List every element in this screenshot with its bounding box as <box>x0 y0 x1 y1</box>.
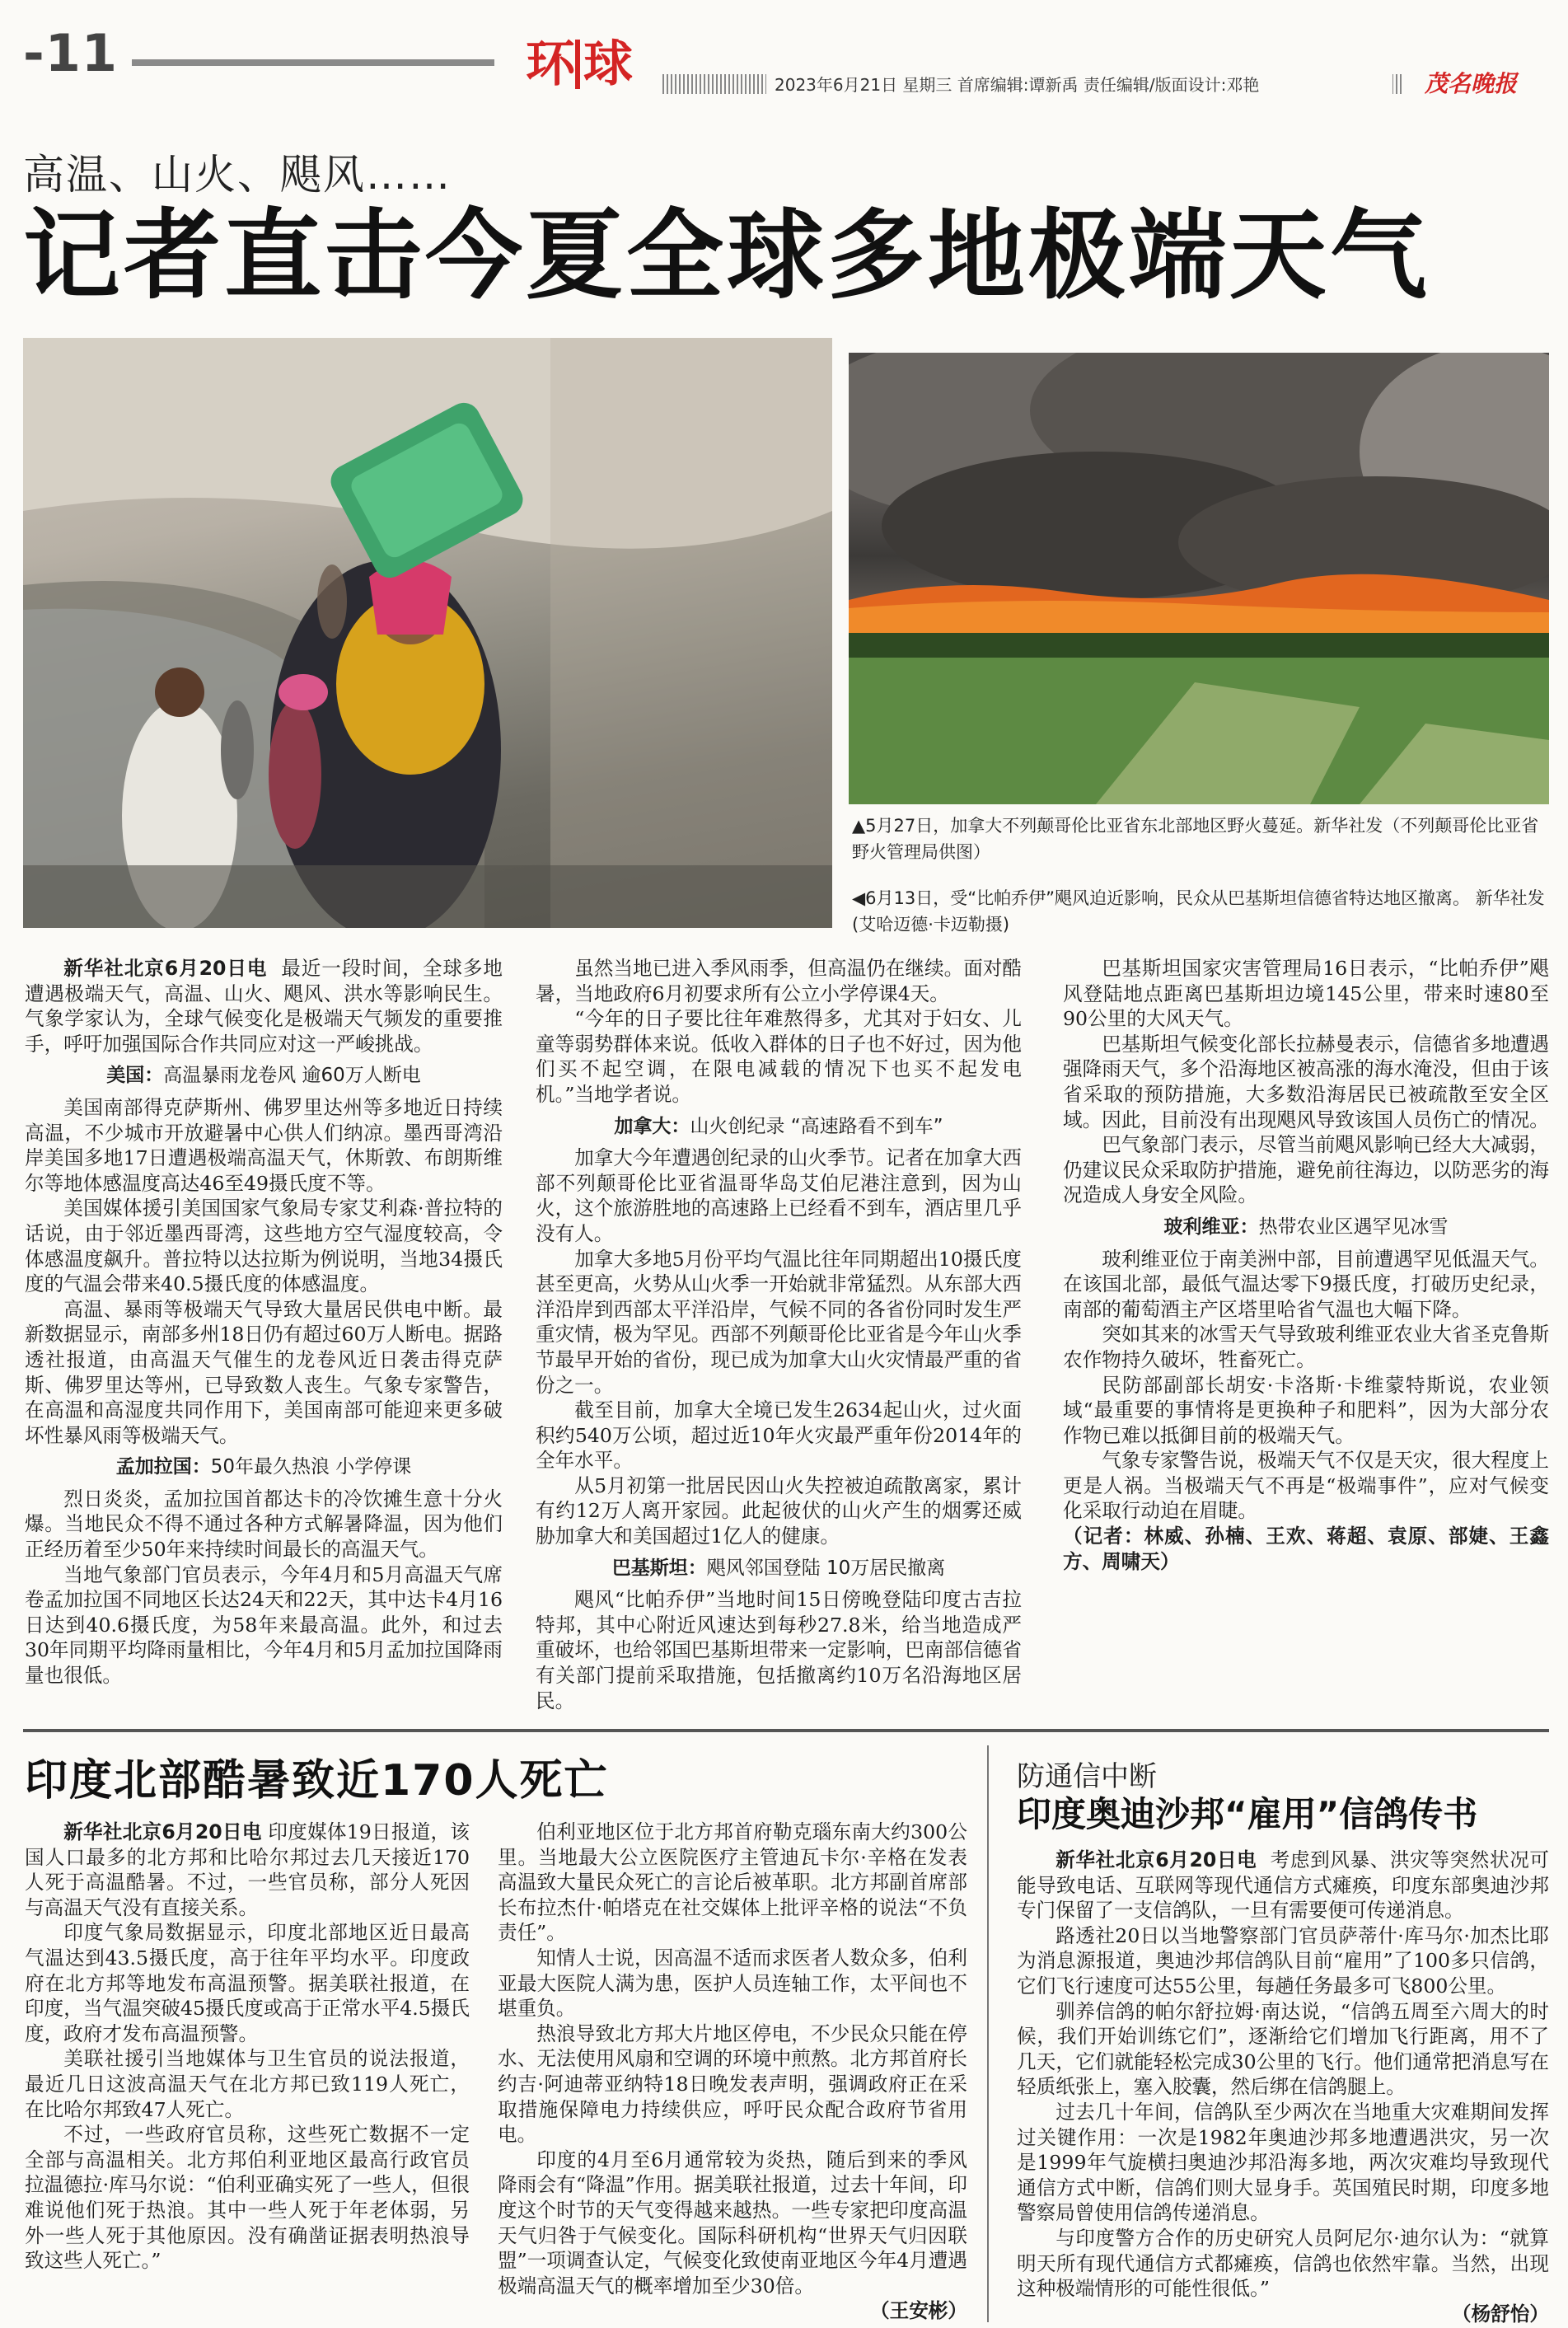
india-dateline: 新华社北京6月20日电 <box>63 1820 262 1843</box>
paragraph: 过去几十年间，信鸽队至少两次在当地重大灾难期间发挥过关键作用：一次是1982年奥迪沙邦多地遭遇洪灾，另一次是1999年气旋横扫奥迪沙邦沿海多地，两次灾难均导致现代通信方式中断，信鸽们则大显身手。英国殖民时期，印度多地警察局曾使用信鸽传递消息。 <box>1017 2100 1549 2225</box>
paragraph: 巴基斯坦国家灾害管理局16日表示，“比帕乔伊”飓风登陆地点距离巴基斯坦边境145公里，带来时速80至90公里的大风天气。 <box>1063 957 1549 1031</box>
paragraph: 与印度警方合作的历史研究人员阿尼尔·迪尔认为：“就算明天所有现代通信方式都瘫痪，信鸽也依然牢靠。当然，出现这种极端情形的可能性很低。” <box>1017 2226 1549 2301</box>
paragraph: 新华社北京6月20日电 印度媒体19日报道，该国人口最多的北方邦和比哈尔邦过去几天接近170人死于高温酷暑。不过，一些官员称，部分人死因与高温天气没有直接关系。 <box>25 1820 470 1919</box>
paragraph: 飓风“比帕乔伊”当地时间15日傍晚登陆印度古吉拉特邦，其中心附近风速达到每秒27.8米，给当地造成严重破坏，也给邻国巴基斯坦带来一定影响，巴南部信德省有关部门提前采取措施，包括撤离约10万名沿海地区居民。 <box>536 1588 1022 1712</box>
wildfire-photo-caption: ▲5月27日，加拿大不列颠哥伦比亚省东北部地区野火蔓延。新华社发（不列颠哥伦比亚省野火管理局供图） <box>852 816 1539 862</box>
evacuation-photo-caption: ◀6月13日，受“比帕乔伊”飓风迫近影响，民众从巴基斯坦信德省特达地区撤离。 新华社发(艾哈迈德·卡迈勒摄) <box>852 888 1545 934</box>
column-divider <box>987 1745 989 2322</box>
page-number: -11 <box>23 23 119 83</box>
paragraph: 从5月初第一批居民因山火失控被迫疏散离家，累计有约12万人离开家园。此起彼伏的山火产生的烟雾还威胁加拿大和美国超过1亿人的健康。 <box>536 1473 1022 1548</box>
paragraph: 路透社20日以当地警察部门官员萨蒂什·库马尔·加杰比耶为消息源报道，奥迪沙邦信鸽队目前“雇用”了100多只信鸽，它们飞行速度可达55公里，每趟任务最多可飞800公里。 <box>1017 1923 1549 1998</box>
paragraph: 巴基斯坦气候变化部长拉赫曼表示，信德省多地遭遇强降雨天气，多个沿海地区被高涨的海水淹没，但由于该省采取的预防措施，大多数沿海居民已被疏散至安全区域。因此，目前没有出现飓风导致该国人员伤亡的情况。 <box>1063 1032 1549 1131</box>
paragraph: 印度气象局数据显示，印度北部地区近日最高气温达到43.5摄氏度，高于往年平均水平。印度政府在北方邦等地发布高温预警。据美联社报道，在印度，当气温突破45摄氏度或高于正常水平4.5摄氏度，政府才发布高温预警。 <box>25 1921 470 2045</box>
paragraph: 美国南部得克萨斯州、佛罗里达州等多地近日持续高温，不少城市开放避暑中心供人们纳凉。墨西哥湾沿岸美国多地17日遭遇极端高温天气，休斯敦、布朗斯维尔等地体感温度高达46至49摄氏度不等。 <box>25 1095 503 1195</box>
article-column-3 <box>1063 956 1549 1574</box>
subhead-us: 美国：高温暴雨龙卷风 逾60万人断电 <box>106 1065 421 1087</box>
paragraph: 巴气象部门表示，尽管当前飓风影响已经大大减弱，仍建议民众采取防护措施，避免前往海边，以防恶劣的海况造成人身安全风险。 <box>1063 1133 1549 1207</box>
lead-kicker: 高温、山火、飓风…… <box>23 151 452 199</box>
subhead-canada: 加拿大：山火创纪录 “高速路看不到车” <box>614 1115 943 1137</box>
wildfire-photo-illustration <box>849 353 1549 804</box>
section-tag-char: 球 <box>583 35 633 93</box>
paragraph: 玻利维亚位于南美洲中部，目前遭遇罕见低温天气。在该国北部，最低气温达零下9摄氏度，打破历史纪录，南部的葡萄酒主产区塔里哈省气温也大幅下降。 <box>1063 1247 1549 1321</box>
paragraph: 高温、暴雨等极端天气导致大量居民供电中断。最新数据显示，南部多州18日仍有超过60万人断电。据路透社报道，由高温天气催生的龙卷风近日袭击得克萨斯、佛罗里达等州，已导致数人丧生。气象专家警告，在高温和高湿度共同作用下，美国南部可能迎来更多破坏性暴风雨等极端天气。 <box>25 1297 503 1447</box>
evacuation-photo <box>23 338 832 928</box>
paragraph: 美国媒体援引美国国家气象局专家艾利森·普拉特的话说，由于邻近墨西哥湾，这些地方空气湿度较高，令体感温度飙升。普拉特以达拉斯为例说明，当地34摄氏度的气温会带来40.5摄氏度的体感温度。 <box>25 1197 503 1296</box>
pigeon-dateline: 新华社北京6月20日电 <box>1055 1848 1257 1871</box>
paragraph: 烈日炎炎，孟加拉国首都达卡的冷饮摊生意十分火爆。当地民众不得不通过各种方式解暑降温，因为他们正经历着至少50年来持续时间最长的高温天气。 <box>25 1487 503 1562</box>
section-divider <box>23 1729 1549 1732</box>
paragraph: 突如其来的冰雪天气导致玻利维亚农业大省圣克鲁斯农作物持久破坏，牲畜死亡。 <box>1063 1323 1549 1371</box>
lead-headline: 记者直击今夏全球多地极端天气 <box>23 199 1431 312</box>
reporter-credit: （记者：林威、孙楠、王欢、蒋超、袁原、部婕、王鑫方、周啸天） <box>1063 1525 1549 1573</box>
paragraph: 新华社北京6月20日电 考虑到风暴、洪灾等突然状况可能导致电话、互联网等现代通信方式瘫痪，印度东部奥迪沙邦专门保留了一支信鸽队，一旦有需要便可传递消息。 <box>1017 1848 1550 1923</box>
paragraph: “今年的日子要比往年难熬得多，尤其对于妇女、儿童等弱势群体来说。低收入群体的日子也不好过，因为他们买不起空调，在限电减载的情况下也买不起发电机。”当地学者说。 <box>536 1007 1022 1106</box>
paragraph: 加拿大今年遭遇创纪录的山火季节。记者在加拿大西部不列颠哥伦比亚省温哥华岛艾伯尼港注意到，因为山火，这个旅游胜地的高速路上已经看不到车，酒店里几乎没有人。 <box>536 1146 1022 1245</box>
paragraph: 不过，一些政府官员称，这些死亡数据不一定全部与高温相关。北方邦伯利亚地区最高行政官员拉温德拉·库马尔说：“伯利亚确实死了一些人，但很难说他们死于热浪。其中一些人死于年老体弱，另外一些人死于其他原因。没有确凿证据表明热浪导致这些人死亡。” <box>25 2123 470 2273</box>
paragraph: 当地气象部门官员表示，今年4月和5月高温天气席卷孟加拉国不同地区长达24天和22天，其中达卡4月16日达到40.6摄氏度，为58年来最高温。此外，和过去30年同期平均降雨量相比，今年4月和5月孟加拉国降雨量也很低。 <box>25 1562 503 1688</box>
paragraph: 虽然当地已进入季风雨季，但高温仍在继续。面对酷暑，当地政府6月初要求所有公立小学停课4天。 <box>536 957 1022 1005</box>
paper-logo: 茂名晚报 <box>1424 70 1517 97</box>
india-credit: （王安彬） <box>870 2299 967 2323</box>
subhead-pakistan: 巴基斯坦：飓风邻国登陆 10万居民撤离 <box>611 1557 946 1579</box>
article-column-1 <box>25 956 503 1689</box>
evacuation-photo-illustration <box>23 338 832 928</box>
pigeon-kicker: 防通信中断 <box>1017 1760 1157 1793</box>
article-intro: 新华社北京6月20日电 最近一段时间，全球多地遭遇极端天气，高温、山火、飓风、洪水等影响民生。气象学家认为，全球气候变化是极端天气频发的重要推手，呼吁加强国际合作共同应对这一严峻挑战。 <box>25 957 503 1056</box>
paragraph: 加拿大多地5月份平均气温比往年同期超出10摄氏度甚至更高，火势从山火季一开始就非常猛烈。从东部大西洋沿岸到西部太平洋沿岸，气候不同的各省份同时发生严重灾情，极为罕见。西部不列颠哥伦比亚省是今年山火季节最早开始的省份，现已成为加拿大山火灾情最严重的省份之一。 <box>536 1247 1022 1397</box>
paragraph: 气象专家警告说，极端天气不仅是天灾，很大程度上更是人祸。当极端天气不再是“极端事件”，应对气候变化采取行动迫在眉睫。 <box>1063 1449 1549 1523</box>
india-headline: 印度北部酷暑致近170人死亡 <box>25 1756 609 1806</box>
masthead-rule <box>132 59 494 66</box>
paragraph: 民防部副部长胡安·卡洛斯·卡维蒙特斯说，农业领域“最重要的事情将是更换种子和肥料”，因为大部分农作物已难以抵御目前的极端天气。 <box>1063 1373 1549 1447</box>
paragraph: 知情人士说，因高温不适而求医者人数众多，伯利亚最大医院人满为患，医护人员连轴工作，太平间也不堪重负。 <box>498 1946 967 2021</box>
pigeon-credit: （杨舒怡） <box>1452 2302 1549 2326</box>
masthead-info: 2023年6月21日 星期三 首席编辑:谭新禹 责任编辑/版面设计:邓艳 <box>766 73 1392 97</box>
paragraph: 伯利亚地区位于北方邦首府勒克瑙东南大约300公里。当地最大公立医院医疗主管迪瓦卡尔·辛格在发表高温致大量民众死亡的言论后被革职。北方邦副首席部长布拉杰什·帕塔克在社交媒体上批评辛格的说法“不负责任”。 <box>498 1820 967 1945</box>
india-column-2 <box>498 1820 967 2324</box>
paragraph: 热浪导致北方邦大片地区停电，不少民众只能在停水、无法使用风扇和空调的环境中煎熬。北方邦首府长约吉·阿迪蒂亚纳特18日晚发表声明，强调政府正在采取措施保障电力持续供应，呼吁民众配合政府节省用电。 <box>498 2021 967 2147</box>
subhead-bolivia: 玻利维亚：热带农业区遇罕见冰雪 <box>1163 1216 1449 1238</box>
pigeon-headline: 印度奥迪沙邦“雇用”信鸽传书 <box>1017 1794 1478 1834</box>
section-tag-char: 环 <box>526 35 575 93</box>
paragraph: 驯养信鸽的帕尔舒拉姆·南达说，“信鸽五周至六周大的时候，我们开始训练它们”，逐渐给它们增加飞行距离，用不了几天，它们就能轻松完成30公里的飞行。他们通常把消息写在轻质纸张上，塞入胶囊，然后绑在信鸽腿上。 <box>1017 1999 1549 2099</box>
pigeon-column <box>1017 1848 1549 2326</box>
section-tag <box>521 36 644 92</box>
wildfire-photo <box>849 353 1549 804</box>
subhead-bangladesh: 孟加拉国：50年最久热浪 小学停课 <box>115 1456 412 1478</box>
paragraph: 截至目前，加拿大全境已发生2634起山火，过火面积约540万公顷，超过近10年火灾最严重年份2014年的全年水平。 <box>536 1398 1022 1473</box>
india-column-1 <box>25 1820 470 2274</box>
paragraph: 印度的4月至6月通常较为炎热，随后到来的季风降雨会有“降温”作用。据美联社报道，过去十年间，印度这个时节的天气变得越来越热。一些专家把印度高温天气归咎于气候变化。国际科研机构“世界天气归因联盟”一项调查认定，气候变化致使南亚地区今年4月遭遇极端高温天气的概率增加至少30倍。 <box>498 2148 967 2298</box>
article-dateline: 新华社北京6月20日电 <box>63 957 268 980</box>
article-column-2 <box>536 956 1022 1713</box>
paragraph: 美联社援引当地媒体与卫生官员的说法报道，最近几日这波高温天气在北方邦已致119人死亡，在比哈尔邦致47人死亡。 <box>25 2047 470 2121</box>
